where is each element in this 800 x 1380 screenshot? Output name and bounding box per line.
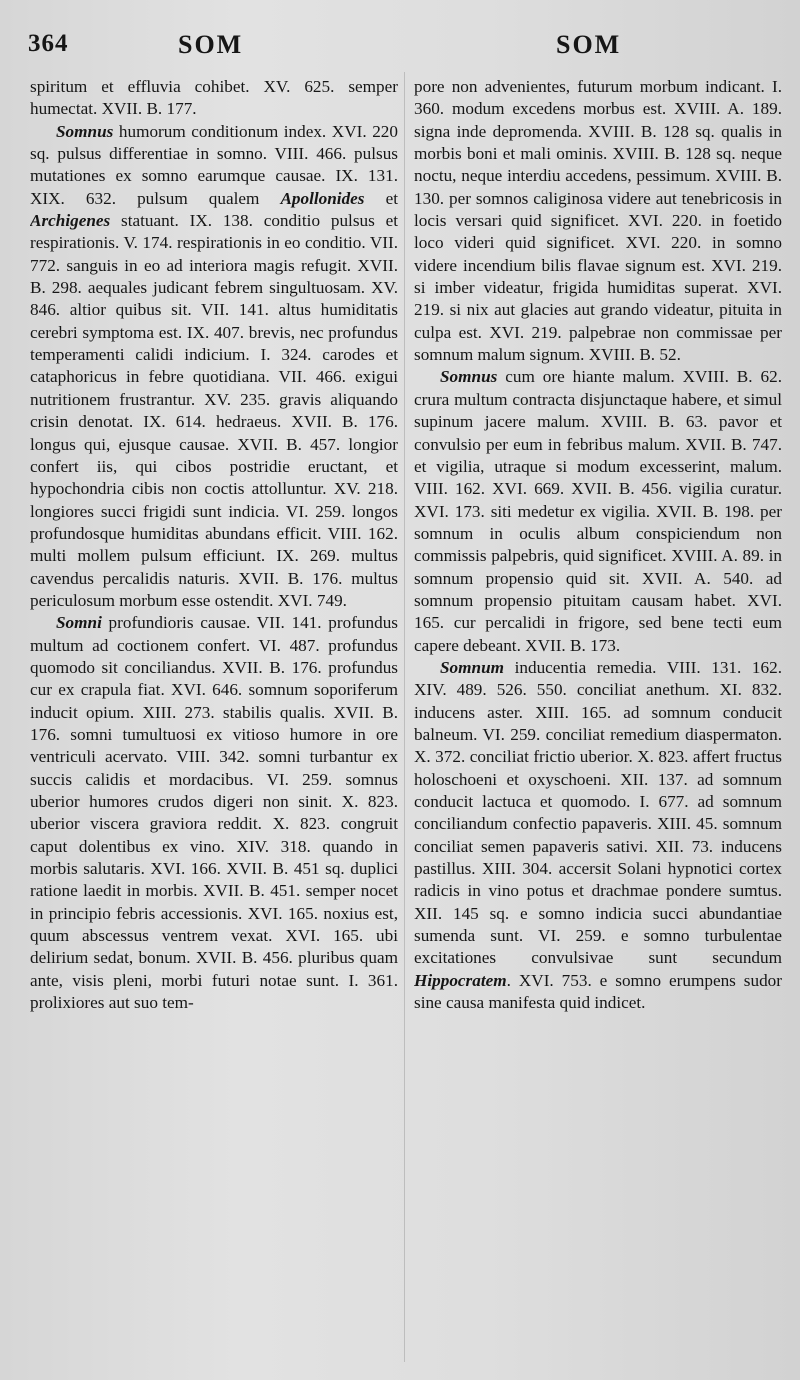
page-header [0, 26, 800, 66]
paragraph [30, 76, 398, 121]
headword: Somni [56, 613, 102, 633]
column-divider [404, 72, 405, 1362]
paragraph-text: cum ore hiante malum. XVIII. B. 62. crura multum contracta disjunctaque habere, et simul supinum jacere malum. XVIII. B. 63. pavor et convulsio per eum in febribus malum. XVII. B. 747. et vigilia, utraque si modum excesserint, malum. VIII. 162. XVI. 669. XVII. B. 456. vigilia curatur. XVI. 173. siti medetur ex vigilia. XVII. B. 198. per somnum in oculis album conspiciendum non commissis palpebris, quid significet. XVIII. A. 89. in somnum propensio quid sit. XVII. A. 540. ad somnum propensio pituitam causam habet. XVI. 165. cur percalidi in frigore, sed bene tecti eum capere debeant. XVII. B. 173. [414, 367, 782, 655]
paragraph-text: . XVI. 753. e somno erumpens sudor sine causa manifesta quid indicet. [414, 970, 782, 1013]
right-column [414, 76, 782, 1366]
running-head-left: SOM [178, 30, 244, 59]
headword: Somnus [440, 367, 498, 387]
paragraph-text: humorum conditionum index. XVI. 220 sq. pulsus differentiae in somno. VIII. 466. pulsus mutationes ex somno earumque causae. IX. 131. XIX. 632. pulsum qualem [30, 121, 398, 208]
left-column [30, 76, 398, 1366]
author-name: Archigenes [30, 211, 111, 231]
paragraph [414, 76, 782, 366]
headword: Somnum [440, 657, 505, 677]
paragraph [414, 366, 782, 656]
paragraph [30, 612, 398, 1014]
running-head-right: SOM [556, 30, 622, 59]
paragraph-text: pore non advenientes, futurum morbum indicant. I. 360. modum excedens morbus est. XVIII. A. 189. signa inde depromenda. XVIII. B. 128 sq. qualis in morbis boni et mali ominis. XVIII. B. 128 sq. neque noctu, neque interdiu accedens, pessimum. XVIII. B. 130. per somnos caliginosa videre aut tenebricosis in locis versari quid significet. XVI. 220. in foetido loco videri quid significet. XVI. 220. in somno videre incendium bilis flavae signum est. XVI. 219. si imber videatur, frigida humiditas superat. XVI. 219. si nix aut glacies aut grando videatur, pituita in culpa est. XVI. 219. palpebrae non commissae per somnum malum signum. XVIII. B. 52. [414, 77, 782, 365]
paragraph-text: et [364, 188, 398, 208]
paragraph-text: inducentia remedia. VIII. 131. 162. XIV. 489. 526. 550. conciliat anethum. XI. 832. inducens aster. XIII. 165. ad somnum conducit balneum. VI. 259. conciliat remedium diaspermaton. X. 372. conciliat frictio uberior. X. 823. affert fructus holoschoeni et oxyschoeni. XII. 137. ad somnum conducit lactuca et quomodo. I. 677. ad somnum conciliandum confectio papaveris. XIII. 45. somnum conciliat semen papaveris sativi. XII. 73. inducens pastillus. XIII. 304. accersit Solani hypnotici cortex radicis in vino potus et drachmae pondere sumtus. XII. 145 sq. e somno indicia succi abundantiae sumenda sunt. VI. 259. e somno turbulentae excitationes convulsivae sunt secundum [414, 657, 782, 968]
paragraph-text: statuant. IX. 138. conditio pulsus et respirationis. V. 174. respirationis in eo conditio. VII. 772. sanguis in eo ad interiora magis refugit. XVII. B. 298. aequales judicant febrem singultuosam. XV. 846. altior quibus sit. VII. 141. altus humiditatis cerebri symptoma est. IX. 407. brevis, nec profundus temperamenti calidi indicium. I. 324. carodes et cataphoricus in febre quotidiana. VII. 466. exigui nutritionem frustrantur. XV. 235. gravis aliquando crisin denotat. IX. 614. hedraeus. XVII. B. 176. longus qui, ejusque causae. XVII. B. 457. longior confert iis, qui cibos postridie eructant, et hypochondria cibis non coctis attolluntur. XV. 218. longiores succi frigidi sunt indicia. VI. 259. longos profundosque humiditas abundans efficit. VIII. 162. multi mollem pulsum efficiunt. IX. 269. multus cavendus percalidis naturis. XVII. B. 176. multus periculosum morbum esse ostendit. XVI. 749. [30, 211, 398, 610]
author-name: Apollonides [280, 188, 365, 208]
paragraph [414, 657, 782, 1015]
author-name: Hippocratem [414, 970, 507, 990]
paragraph-text: spiritum et effluvia cohibet. XV. 625. semper humectat. XVII. B. 177. [30, 77, 398, 119]
paragraph-text: profundioris causae. VII. 141. profundus multum ad coctionem confert. VI. 487. profundus quomodo sit conciliandus. XVII. B. 176. profundus cur ex crapula fiat. XVI. 646. somnum soporiferum inducit opium. XIII. 273. stabilis qualis. XVII. B. 176. somni tumultuosi ex vitioso humore in ore ventriculi acervato. VIII. 342. somni turbantur ex succis calidis et mordacibus. VI. 259. somnus uberior humores crudos digeri non sinit. X. 823. uberior viscera graviora reddit. X. 823. congruit caput dolentibus ex vino. XIV. 318. quando in morbis salutaris. XVI. 166. XVII. B. 451 sq. duplici ratione laedit in morbis. XVII. B. 451. semper nocet in principio febris accessionis. XVI. 165. noxius est, quum abscessus ventrem vexat. XVI. 165. ubi delirium sedat, bonum. XVII. B. 456. pluribus quam ante, visis pleni, morbi futuri notae sunt. I. 361. prolixiores aut suo tem- [30, 613, 398, 1013]
page-number: 364 [28, 30, 69, 57]
headword: Somnus [56, 121, 114, 141]
paragraph [30, 121, 398, 613]
